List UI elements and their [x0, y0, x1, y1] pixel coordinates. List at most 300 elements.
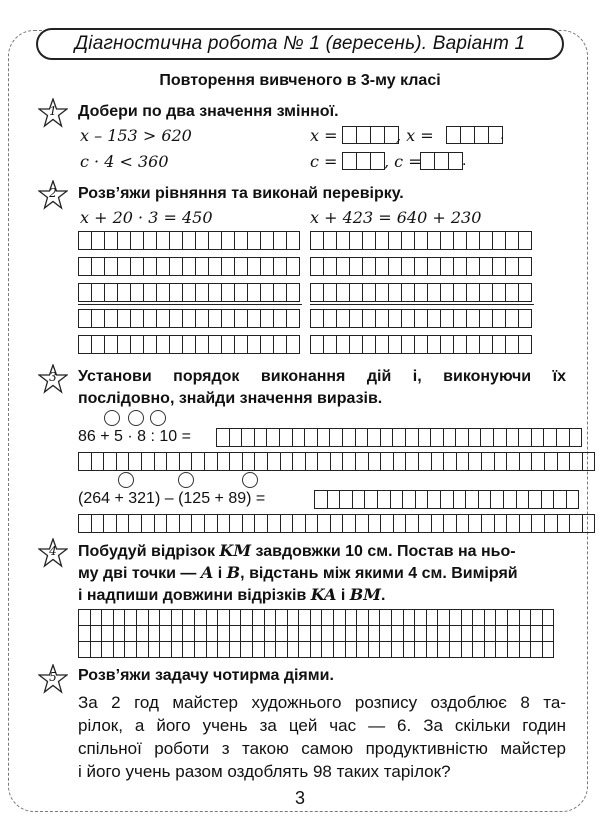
- grid-cell[interactable]: [380, 452, 394, 471]
- grid-cell[interactable]: [484, 610, 496, 626]
- grid-cell[interactable]: [171, 610, 183, 626]
- grid-cell[interactable]: [182, 335, 196, 354]
- grid-cell[interactable]: [208, 309, 222, 328]
- grid-cell[interactable]: [260, 283, 274, 302]
- grid-cell[interactable]: [241, 610, 253, 626]
- grid-cell[interactable]: [104, 309, 118, 328]
- grid-cell[interactable]: [506, 452, 520, 471]
- grid-cell[interactable]: [393, 514, 407, 533]
- grid-cell[interactable]: [496, 610, 508, 626]
- grid-cell[interactable]: [310, 642, 322, 658]
- grid-cell[interactable]: [507, 610, 519, 626]
- grid-cell[interactable]: [179, 452, 193, 471]
- grid-cell[interactable]: [443, 514, 457, 533]
- grid-cell[interactable]: [254, 514, 268, 533]
- grid-cell[interactable]: [393, 452, 407, 471]
- task-1-answer-2b-boxes[interactable]: [420, 152, 462, 170]
- grid-cell[interactable]: [544, 514, 558, 533]
- grid-cell[interactable]: [279, 428, 293, 447]
- grid-cell[interactable]: [466, 231, 480, 250]
- grid-cell[interactable]: [125, 626, 137, 642]
- grid-cell[interactable]: [414, 283, 428, 302]
- grid-cell[interactable]: [91, 452, 105, 471]
- grid-cell[interactable]: [195, 231, 209, 250]
- grid-cell[interactable]: [355, 428, 369, 447]
- grid-cell[interactable]: [116, 452, 130, 471]
- grid-cell[interactable]: [505, 257, 519, 276]
- grid-cell[interactable]: [450, 642, 462, 658]
- grid-cell[interactable]: [286, 283, 300, 302]
- grid-cell[interactable]: [493, 428, 507, 447]
- grid-cell[interactable]: [405, 428, 419, 447]
- grid-cell[interactable]: [252, 626, 264, 642]
- grid-cell[interactable]: [443, 428, 457, 447]
- grid-cell[interactable]: [90, 642, 102, 658]
- grid-cell[interactable]: [364, 490, 378, 509]
- grid-cell[interactable]: [90, 626, 102, 642]
- grid-cell[interactable]: [117, 257, 131, 276]
- grid-cell[interactable]: [557, 514, 571, 533]
- grid-cell[interactable]: [368, 514, 382, 533]
- grid-cell[interactable]: [569, 428, 583, 447]
- grid-cell[interactable]: [91, 231, 105, 250]
- grid-cell[interactable]: [478, 490, 492, 509]
- grid-cell[interactable]: [569, 514, 583, 533]
- grid-cell[interactable]: [461, 626, 473, 642]
- grid-cell[interactable]: [234, 309, 248, 328]
- grid-cell[interactable]: [479, 257, 493, 276]
- grid-cell[interactable]: [322, 626, 334, 642]
- grid-cell[interactable]: [264, 642, 276, 658]
- grid-cell[interactable]: [392, 626, 404, 642]
- grid-cell[interactable]: [531, 514, 545, 533]
- grid-cell[interactable]: [286, 309, 300, 328]
- grid-cell[interactable]: [117, 231, 131, 250]
- grid-cell[interactable]: [453, 309, 467, 328]
- grid-cell[interactable]: [171, 642, 183, 658]
- grid-cell[interactable]: [273, 257, 287, 276]
- grid-cell[interactable]: [403, 626, 415, 642]
- grid-cell[interactable]: [403, 610, 415, 626]
- grid-cell[interactable]: [276, 626, 288, 642]
- grid-cell[interactable]: [247, 283, 261, 302]
- grid-cell[interactable]: [582, 452, 596, 471]
- grid-cell[interactable]: [323, 231, 337, 250]
- grid-cell[interactable]: [195, 309, 209, 328]
- grid-cell[interactable]: [221, 283, 235, 302]
- grid-cell[interactable]: [171, 626, 183, 642]
- grid-cell[interactable]: [102, 626, 114, 642]
- grid-cell[interactable]: [204, 514, 218, 533]
- grid-cell[interactable]: [217, 514, 231, 533]
- grid-cell[interactable]: [516, 490, 530, 509]
- grid-cell[interactable]: [191, 514, 205, 533]
- grid-cell[interactable]: [280, 452, 294, 471]
- grid-cell[interactable]: [160, 626, 172, 642]
- grid-cell[interactable]: [182, 231, 196, 250]
- grid-cell[interactable]: [79, 626, 91, 642]
- grid-cell[interactable]: [355, 514, 369, 533]
- grid-cell[interactable]: [143, 309, 157, 328]
- grid-cell[interactable]: [492, 309, 506, 328]
- grid-cell[interactable]: [541, 490, 555, 509]
- action-order-circle[interactable]: [118, 472, 134, 488]
- grid-cell[interactable]: [208, 283, 222, 302]
- grid-cell[interactable]: [531, 642, 543, 658]
- task-1-answer-1b-boxes[interactable]: [446, 126, 505, 144]
- grid-cell[interactable]: [182, 257, 196, 276]
- grid-cell[interactable]: [468, 514, 482, 533]
- grid-cell[interactable]: [440, 490, 454, 509]
- grid-cell[interactable]: [254, 428, 268, 447]
- grid-cell[interactable]: [130, 335, 144, 354]
- grid-cell[interactable]: [117, 283, 131, 302]
- grid-cell[interactable]: [519, 452, 533, 471]
- grid-cell[interactable]: [179, 514, 193, 533]
- grid-cell[interactable]: [252, 610, 264, 626]
- grid-cell[interactable]: [375, 335, 389, 354]
- grid-cell[interactable]: [322, 610, 334, 626]
- grid-cell[interactable]: [392, 610, 404, 626]
- grid-cell[interactable]: [339, 490, 353, 509]
- grid-cell[interactable]: [314, 490, 328, 509]
- grid-cell[interactable]: [229, 452, 243, 471]
- grid-cell[interactable]: [292, 428, 306, 447]
- grid-cell[interactable]: [426, 610, 438, 626]
- grid-cell[interactable]: [130, 283, 144, 302]
- grid-cell[interactable]: [128, 514, 142, 533]
- grid-cell[interactable]: [415, 642, 427, 658]
- grid-cell[interactable]: [217, 452, 231, 471]
- grid-cell[interactable]: [402, 490, 416, 509]
- grid-cell[interactable]: [401, 257, 415, 276]
- grid-cell[interactable]: [166, 452, 180, 471]
- grid-cell[interactable]: [156, 231, 170, 250]
- grid-cell[interactable]: [367, 428, 381, 447]
- grid-cell[interactable]: [506, 514, 520, 533]
- grid-cell[interactable]: [116, 514, 130, 533]
- grid-cell[interactable]: [208, 335, 222, 354]
- grid-cell[interactable]: [143, 257, 157, 276]
- grid-cell[interactable]: [392, 642, 404, 658]
- grid-cell[interactable]: [461, 642, 473, 658]
- grid-cell[interactable]: [194, 610, 206, 626]
- grid-cell[interactable]: [466, 283, 480, 302]
- grid-cell[interactable]: [330, 514, 344, 533]
- grid-cell[interactable]: [492, 257, 506, 276]
- grid-cell[interactable]: [79, 610, 91, 626]
- task-1-answer-1a-boxes[interactable]: [342, 126, 398, 144]
- grid-cell[interactable]: [276, 610, 288, 626]
- grid-cell[interactable]: [323, 335, 337, 354]
- grid-cell[interactable]: [390, 490, 404, 509]
- grid-cell[interactable]: [357, 610, 369, 626]
- grid-cell[interactable]: [104, 283, 118, 302]
- grid-cell[interactable]: [466, 335, 480, 354]
- grid-cell[interactable]: [273, 283, 287, 302]
- grid-cell[interactable]: [415, 610, 427, 626]
- grid-cell[interactable]: [479, 335, 493, 354]
- grid-cell[interactable]: [380, 610, 392, 626]
- grid-cell[interactable]: [310, 257, 324, 276]
- grid-cell[interactable]: [206, 610, 218, 626]
- grid-cell[interactable]: [252, 642, 264, 658]
- grid-cell[interactable]: [427, 283, 441, 302]
- grid-row[interactable]: [310, 231, 531, 250]
- grid-cell[interactable]: [453, 283, 467, 302]
- grid-cell[interactable]: [349, 309, 363, 328]
- grid-cell[interactable]: [518, 335, 532, 354]
- grid-cell[interactable]: [191, 452, 205, 471]
- grid-cell[interactable]: [310, 335, 324, 354]
- grid-cell[interactable]: [492, 231, 506, 250]
- grid-cell[interactable]: [156, 257, 170, 276]
- grid-cell[interactable]: [183, 626, 195, 642]
- grid-cell[interactable]: [431, 514, 445, 533]
- grid-cell[interactable]: [466, 257, 480, 276]
- grid-cell[interactable]: [468, 428, 482, 447]
- grid-cell[interactable]: [317, 428, 331, 447]
- grid-cell[interactable]: [392, 428, 406, 447]
- grid-cell[interactable]: [531, 452, 545, 471]
- grid-cell[interactable]: [113, 610, 125, 626]
- grid-cell[interactable]: [299, 626, 311, 642]
- grid-cell[interactable]: [401, 283, 415, 302]
- grid-cell[interactable]: [336, 309, 350, 328]
- grid-cell[interactable]: [531, 610, 543, 626]
- grid-cell[interactable]: [229, 642, 241, 658]
- grid-cell[interactable]: [208, 257, 222, 276]
- grid-cell[interactable]: [375, 231, 389, 250]
- grid-cell[interactable]: [229, 514, 243, 533]
- grid-cell[interactable]: [518, 428, 532, 447]
- grid-cell[interactable]: [310, 231, 324, 250]
- grid-cell[interactable]: [323, 283, 337, 302]
- grid-cell[interactable]: [125, 610, 137, 626]
- grid-cell[interactable]: [553, 490, 567, 509]
- grid-cell[interactable]: [78, 335, 92, 354]
- grid-cell[interactable]: [91, 335, 105, 354]
- grid-cell[interactable]: [440, 309, 454, 328]
- grid-cell[interactable]: [247, 257, 261, 276]
- grid-cell[interactable]: [334, 642, 346, 658]
- grid-cell[interactable]: [334, 626, 346, 642]
- grid-row[interactable]: [310, 257, 531, 276]
- grid-cell[interactable]: [375, 309, 389, 328]
- grid-cell[interactable]: [148, 610, 160, 626]
- grid-cell[interactable]: [438, 642, 450, 658]
- grid-cell[interactable]: [317, 452, 331, 471]
- grid-cell[interactable]: [242, 514, 256, 533]
- grid-cell[interactable]: [418, 452, 432, 471]
- grid-cell[interactable]: [357, 626, 369, 642]
- grid-cell[interactable]: [494, 452, 508, 471]
- grid-row[interactable]: [78, 231, 299, 250]
- grid-cell[interactable]: [569, 452, 583, 471]
- grid-cell[interactable]: [299, 642, 311, 658]
- grid-cell[interactable]: [418, 514, 432, 533]
- grid-cell[interactable]: [443, 452, 457, 471]
- grid-cell[interactable]: [310, 626, 322, 642]
- grid-cell[interactable]: [342, 428, 356, 447]
- grid-cell[interactable]: [130, 231, 144, 250]
- grid-cell[interactable]: [418, 428, 432, 447]
- grid-cell[interactable]: [276, 642, 288, 658]
- grid-cell[interactable]: [183, 610, 195, 626]
- grid-cell[interactable]: [79, 642, 91, 658]
- grid-cell[interactable]: [78, 283, 92, 302]
- grid-cell[interactable]: [503, 490, 517, 509]
- grid-cell[interactable]: [484, 626, 496, 642]
- grid-row[interactable]: [78, 452, 594, 471]
- grid-cell[interactable]: [143, 335, 157, 354]
- grid-cell[interactable]: [388, 257, 402, 276]
- grid-cell[interactable]: [102, 610, 114, 626]
- grid-cell[interactable]: [518, 231, 532, 250]
- grid-cell[interactable]: [430, 428, 444, 447]
- grid-cell[interactable]: [160, 610, 172, 626]
- grid-cell[interactable]: [234, 231, 248, 250]
- grid-cell[interactable]: [234, 335, 248, 354]
- grid-cell[interactable]: [349, 257, 363, 276]
- grid-row[interactable]: [78, 309, 299, 328]
- grid-cell[interactable]: [415, 490, 429, 509]
- grid-cell[interactable]: [327, 490, 341, 509]
- grid-cell[interactable]: [362, 283, 376, 302]
- grid-cell[interactable]: [148, 642, 160, 658]
- grid-cell[interactable]: [415, 626, 427, 642]
- grid-cell[interactable]: [169, 257, 183, 276]
- grid-cell[interactable]: [505, 335, 519, 354]
- grid-cell[interactable]: [91, 309, 105, 328]
- grid-cell[interactable]: [505, 309, 519, 328]
- grid-cell[interactable]: [556, 428, 570, 447]
- grid-cell[interactable]: [450, 626, 462, 642]
- grid-cell[interactable]: [206, 626, 218, 642]
- grid-cell[interactable]: [492, 283, 506, 302]
- grid-cell[interactable]: [322, 642, 334, 658]
- grid-cell[interactable]: [507, 642, 519, 658]
- grid-cell[interactable]: [260, 335, 274, 354]
- grid-cell[interactable]: [266, 428, 280, 447]
- grid-cell[interactable]: [377, 490, 391, 509]
- grid-cell[interactable]: [166, 514, 180, 533]
- grid-cell[interactable]: [156, 335, 170, 354]
- grid-cell[interactable]: [401, 309, 415, 328]
- grid-cell[interactable]: [113, 642, 125, 658]
- grid-cell[interactable]: [494, 514, 508, 533]
- grid-cell[interactable]: [362, 309, 376, 328]
- grid-cell[interactable]: [91, 514, 105, 533]
- grid-cell[interactable]: [544, 452, 558, 471]
- grid-cell[interactable]: [345, 642, 357, 658]
- grid-cell[interactable]: [221, 257, 235, 276]
- grid-cell[interactable]: [405, 514, 419, 533]
- grid-cell[interactable]: [229, 610, 241, 626]
- grid-cell[interactable]: [156, 309, 170, 328]
- grid-cell[interactable]: [234, 257, 248, 276]
- grid-cell[interactable]: [304, 428, 318, 447]
- grid-cell[interactable]: [479, 283, 493, 302]
- grid-cell[interactable]: [490, 490, 504, 509]
- grid-cell[interactable]: [310, 610, 322, 626]
- grid-cell[interactable]: [479, 231, 493, 250]
- grid-cell[interactable]: [414, 231, 428, 250]
- grid-cell[interactable]: [247, 231, 261, 250]
- grid-cell[interactable]: [169, 231, 183, 250]
- grid-cell[interactable]: [380, 626, 392, 642]
- grid-cell[interactable]: [368, 642, 380, 658]
- grid-cell[interactable]: [336, 283, 350, 302]
- grid-cell[interactable]: [438, 610, 450, 626]
- grid-cell[interactable]: [241, 642, 253, 658]
- grid-cell[interactable]: [519, 626, 531, 642]
- grid-cell[interactable]: [334, 610, 346, 626]
- grid-cell[interactable]: [128, 452, 142, 471]
- grid-cell[interactable]: [260, 257, 274, 276]
- grid-cell[interactable]: [349, 283, 363, 302]
- grid-cell[interactable]: [195, 283, 209, 302]
- grid-cell[interactable]: [414, 257, 428, 276]
- action-order-circle[interactable]: [128, 410, 144, 426]
- grid-row[interactable]: [310, 335, 531, 354]
- grid-cell[interactable]: [427, 257, 441, 276]
- grid-row[interactable]: [78, 335, 299, 354]
- grid-cell[interactable]: [481, 514, 495, 533]
- grid-cell[interactable]: [440, 257, 454, 276]
- grid-cell[interactable]: [401, 231, 415, 250]
- grid-cell[interactable]: [427, 231, 441, 250]
- answer-grid-table[interactable]: [78, 609, 554, 658]
- grid-cell[interactable]: [273, 309, 287, 328]
- grid-cell[interactable]: [317, 514, 331, 533]
- grid-cell[interactable]: [229, 428, 243, 447]
- grid-cell[interactable]: [241, 428, 255, 447]
- grid-cell[interactable]: [130, 309, 144, 328]
- grid-cell[interactable]: [352, 490, 366, 509]
- grid-cell[interactable]: [216, 428, 230, 447]
- grid-cell[interactable]: [104, 231, 118, 250]
- grid-cell[interactable]: [456, 514, 470, 533]
- grid-cell[interactable]: [440, 335, 454, 354]
- grid-cell[interactable]: [456, 452, 470, 471]
- grid-cell[interactable]: [345, 626, 357, 642]
- grid-cell[interactable]: [242, 452, 256, 471]
- grid-cell[interactable]: [362, 335, 376, 354]
- grid-cell[interactable]: [221, 335, 235, 354]
- grid-cell[interactable]: [286, 335, 300, 354]
- grid-cell[interactable]: [427, 335, 441, 354]
- grid-cell[interactable]: [221, 231, 235, 250]
- grid-cell[interactable]: [310, 309, 324, 328]
- grid-cell[interactable]: [208, 231, 222, 250]
- grid-cell[interactable]: [206, 642, 218, 658]
- grid-cell[interactable]: [426, 642, 438, 658]
- grid-cell[interactable]: [323, 257, 337, 276]
- grid-cell[interactable]: [292, 514, 306, 533]
- grid-cell[interactable]: [254, 452, 268, 471]
- grid-cell[interactable]: [136, 642, 148, 658]
- grid-cell[interactable]: [388, 335, 402, 354]
- grid-cell[interactable]: [130, 257, 144, 276]
- grid-cell[interactable]: [414, 335, 428, 354]
- grid-cell[interactable]: [345, 610, 357, 626]
- action-order-circle[interactable]: [178, 472, 194, 488]
- grid-cell[interactable]: [336, 231, 350, 250]
- grid-cell[interactable]: [440, 231, 454, 250]
- grid-cell[interactable]: [375, 283, 389, 302]
- grid-cell[interactable]: [136, 626, 148, 642]
